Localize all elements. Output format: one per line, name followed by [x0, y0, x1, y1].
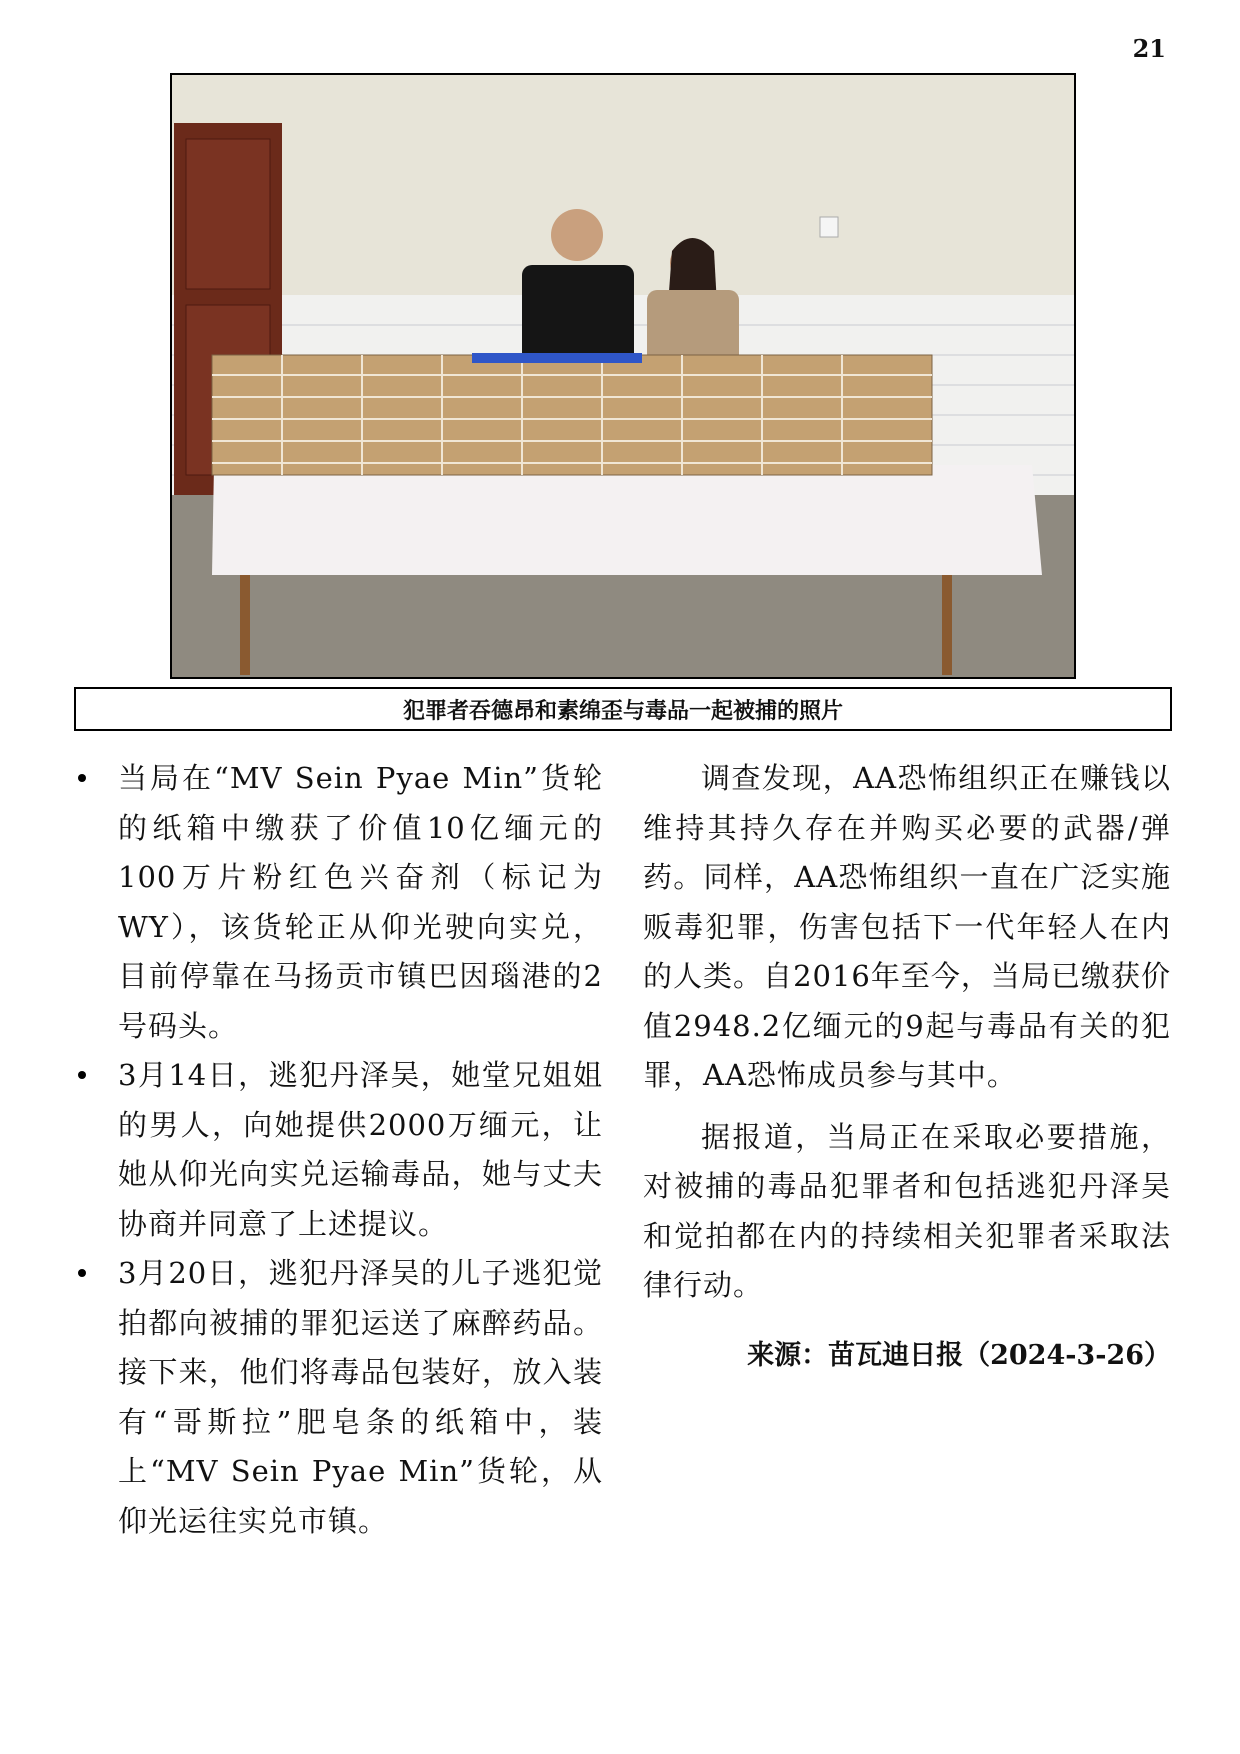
bullet-text: 3月14日，逃犯丹泽吴，她堂兄姐姐的男人，向她提供2000万缅元，让她从仰光向实兑运输毒品，她与丈夫协商并同意了上述提议。	[118, 1058, 603, 1241]
photo-caption: 犯罪者吞德昂和素绵歪与毒品一起被捕的照片	[74, 687, 1172, 731]
photo-placeholder-icon	[172, 75, 1074, 677]
bullet-list	[78, 754, 603, 1546]
bullet-text: 3月20日，逃犯丹泽吴的儿子逃犯觉拍都向被捕的罪犯运送了麻醉药品。接下来，他们将毒品包装好，放入装有“哥斯拉”肥皂条的纸箱中，装上“MV Sein Pyae Min”货轮，从仰光运往实兑市镇。	[118, 1256, 603, 1538]
paragraph: 据报道，当局正在采取必要措施，对被捕的毒品犯罪者和包括逃犯丹泽吴和觉拍都在内的持续相关犯罪者采取法律行动。	[643, 1119, 1171, 1302]
bullet-icon	[78, 1071, 86, 1079]
right-column	[643, 754, 1171, 1372]
bullet-text: 当局在“MV Sein Pyae Min”货轮的纸箱中缴获了价值10亿缅元的100万片粉红色兴奋剂（标记为WY），该货轮正从仰光驶向实兑，目前停靠在马扬贡市镇巴因瑙港的2号码头。	[118, 761, 603, 1043]
list-item	[78, 1249, 603, 1546]
source-citation: 来源：苗瓦迪日报（2024-3-26）	[747, 1339, 1171, 1371]
list-item	[78, 754, 603, 1051]
paragraph: 调查发现，AA恐怖组织正在赚钱以维持其持久存在并购买必要的武器/弹药。同样，AA恐怖组织一直在广泛实施贩毒犯罪，伤害包括下一代年轻人在内的人类。自2016年至今，当局已缴获价值2948.2亿缅元的9起与毒品有关的犯罪，AA恐怖成员参与其中。	[643, 761, 1171, 1092]
news-photo	[170, 73, 1076, 679]
list-item	[78, 1051, 603, 1249]
left-column	[78, 754, 603, 1546]
bullet-icon	[78, 774, 86, 782]
page-number: 21	[1132, 34, 1166, 63]
bullet-icon	[78, 1269, 86, 1277]
